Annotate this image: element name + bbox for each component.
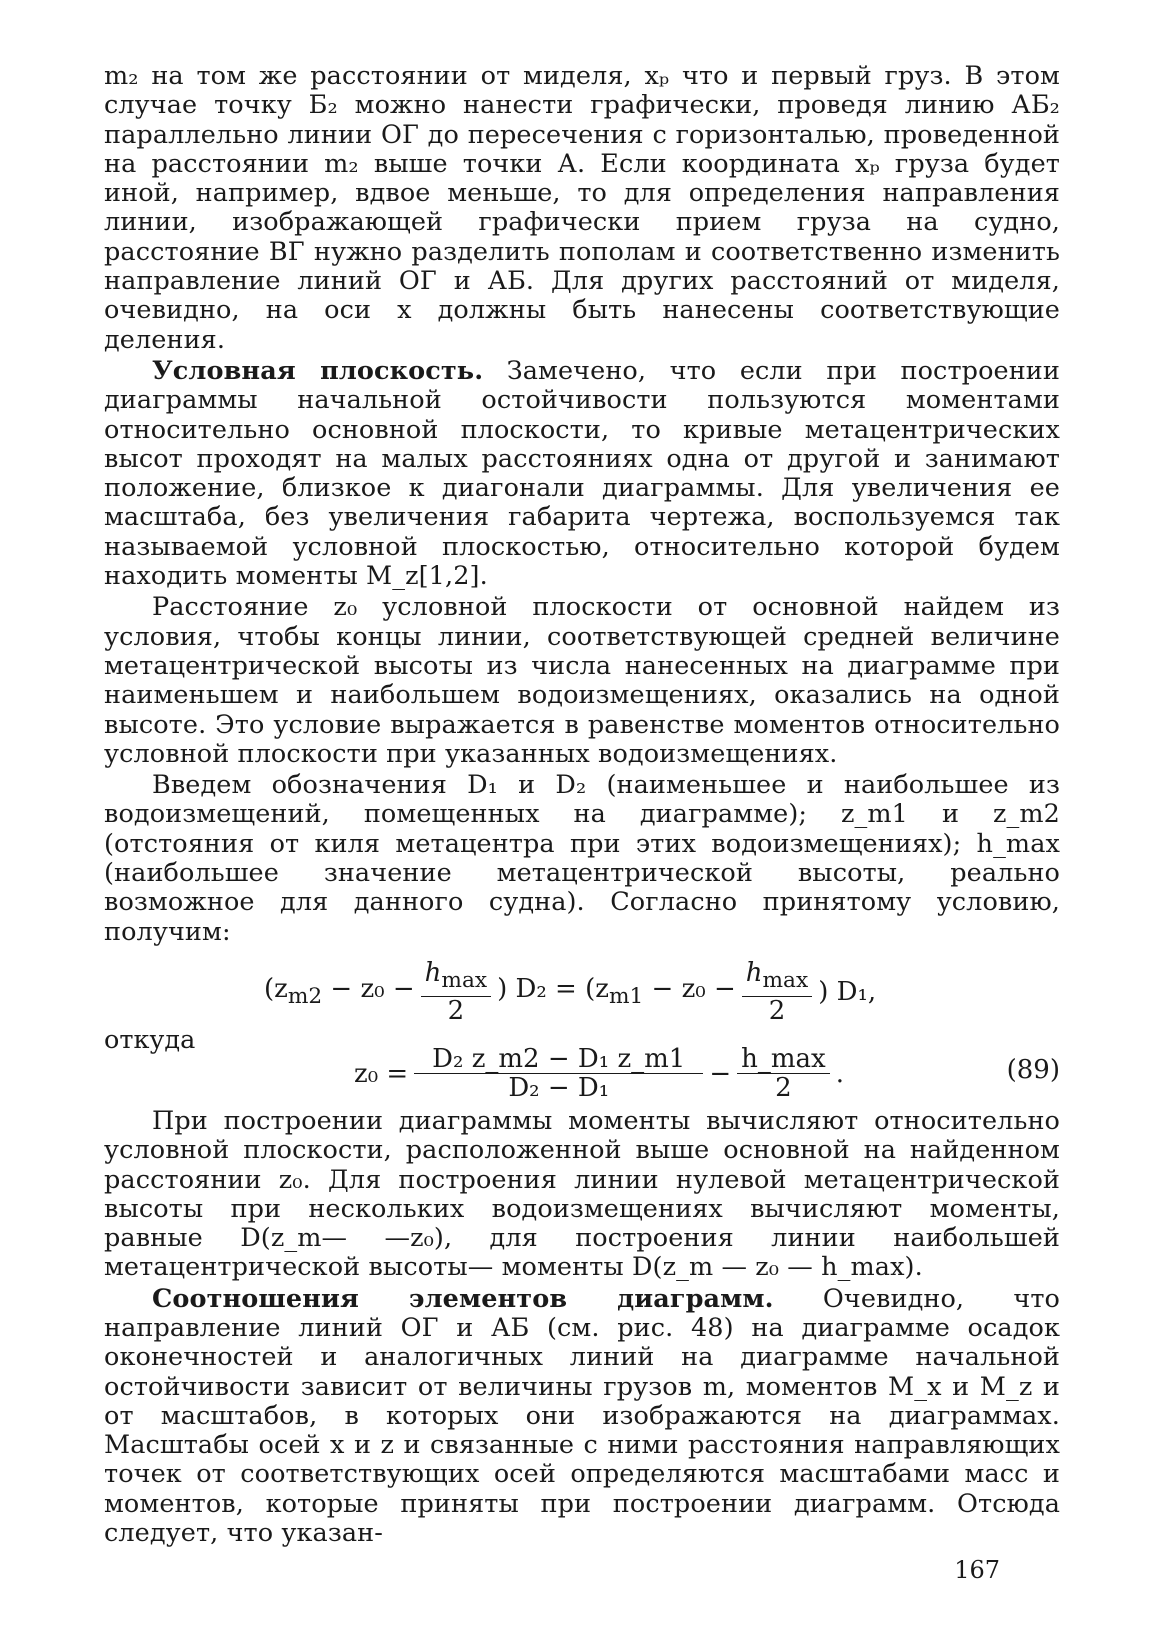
formula-89-minus: − bbox=[709, 1058, 732, 1089]
paragraph-6-text: Очевидно, что направление линий ОГ и АБ (см. рис. 48) на диаграмме осадок оконечностей и аналогичных линий на диаграмме начальной остойчивости зависит от величины грузов m, моментов M_x и M_z и от масштабов, в которых они изображаются на диаграммах. Масштабы осей x и z и связанные с ними расстояния направляющих точек от соответствующих осей определяются масштабами масс и моментов, которые приняты при построении диаграмм. Отсюда следует, что указан- bbox=[104, 1283, 1060, 1549]
formula-right-close: ) D₁, bbox=[818, 976, 877, 1007]
formula-fraction-hmax-left: $\frac{h_{max}}{2}$ bbox=[421, 959, 491, 1024]
page-number: 167 bbox=[954, 1556, 1000, 1584]
section-heading-diagram-relations: Соотношения элементов диаграмм. bbox=[152, 1283, 774, 1314]
paragraph-1: m₂ на том же расстоянии от миделя, xₚ что и первый груз. В этом случае точку Б₂ можно нанести графически, проведя линию АБ₂ параллельно линии ОГ до пересечения с горизонталью, проведенной на расстоянии m₂ выше точки А. Если координата xₚ груза будет иной, например, вдвое меньше, то для определения направления линии, изображающей графически прием груза на судно, расстояние ВГ нужно разделить пополам и соответственно изменить направление линий ОГ и АБ. Для других расстояний от миделя, очевидно, на оси x должны быть нанесены соответствующие деления. bbox=[104, 61, 1060, 355]
formula-equality-body bbox=[264, 959, 876, 1024]
formula-89 bbox=[104, 1024, 1060, 1104]
paragraph-2 bbox=[104, 357, 1060, 591]
formula-89-body bbox=[354, 1045, 844, 1102]
paragraph-6 bbox=[104, 1285, 1060, 1549]
equation-number: (89) bbox=[1006, 1054, 1060, 1085]
formula-middle: ) $D_2 = (z_{m1} - z_0$ − bbox=[497, 974, 736, 1010]
paragraph-3: Расстояние z₀ условной плоскости от основной найдем из условия, чтобы концы линии, соответствующей средней величине метацентрической высоты из числа нанесенных на диаграмме при наименьшем и наибольшем водоизмещениях, оказались на одной высоте. Это условие выражается в равенстве моментов относительно условной плоскости при указанных водоизмещениях. bbox=[104, 592, 1060, 769]
formula-89-hmax-fraction: $\frac{h\_\max}{2}$ bbox=[737, 1045, 830, 1102]
paragraph-2-text: Замечено, что если при построении диаграммы начальной остойчивости пользуются моментами относительно основной плоскости, то кривые метацентрических высот проходят на малых расстояниях одна от другой и занимают положение, близкое к диагонали диаграммы. Для увеличения ее масштаба, без увеличения габарита чертежа, воспользуемся так называемой условной плоскостью, относительно которой будем находить моменты M_z[1,2]. bbox=[104, 355, 1061, 592]
formula-fraction-hmax-right: $\frac{h_{max}}{2}$ bbox=[742, 959, 812, 1024]
formula-89-lhs: z₀ = bbox=[354, 1058, 409, 1089]
formula-equality bbox=[104, 959, 1060, 1025]
section-heading-conditional-plane: Условная плоскость. bbox=[152, 355, 484, 386]
formula-left-open: ($z_{m2} - z_0$ − bbox=[264, 974, 415, 1010]
formula-label-otkuda: откуда bbox=[104, 1024, 196, 1055]
paragraph-5: При построении диаграммы моменты вычисляют относительно условной плоскости, расположенной выше основной на найденном расстоянии z₀. Для построения линии нулевой метацентрической высоты при нескольких водоизмещениях вычисляют моменты, равные D(z_m— —z₀), для построения линии наибольшей метацентрической высоты— моменты D(z_m — z₀ — h_max). bbox=[104, 1105, 1060, 1283]
formula-89-end: . bbox=[835, 1058, 844, 1089]
paragraph-4: Введем обозначения D₁ и D₂ (наименьшее и наибольшее из водоизмещений, помещенных на диаграмме); z_m1 и z_m2 (отстояния от киля метацентра при этих водоизмещениях); h_max (наибольшее значение метацентрической высоты, реально возможное для данного судна). Согласно принятому условию, получим: bbox=[104, 770, 1060, 947]
formula-89-main-fraction: $\frac{\text{D₂ z\_m2 − D₁ z\_m1}}{\text{D₂ − D₁}}$ bbox=[414, 1045, 703, 1102]
